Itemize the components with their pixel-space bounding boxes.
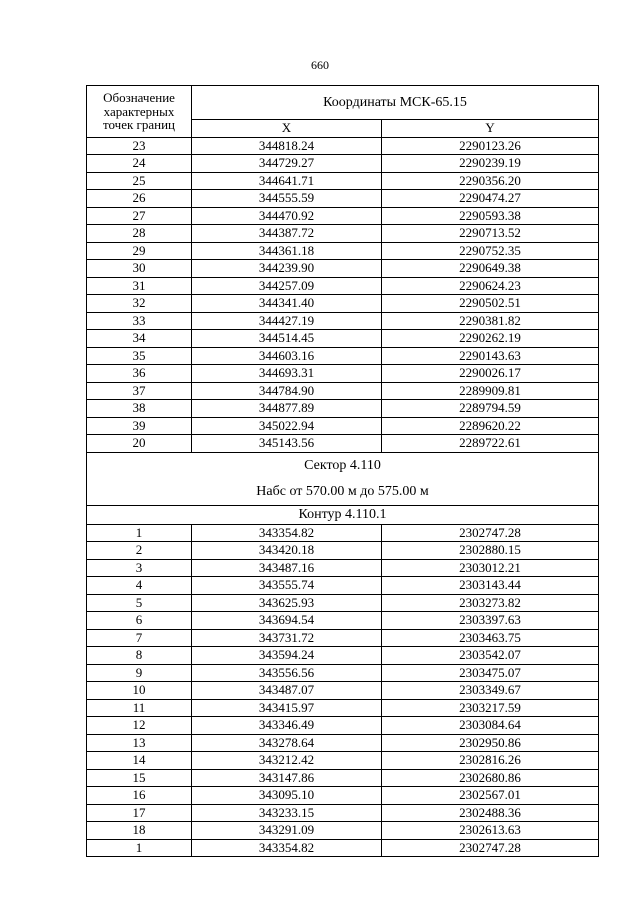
x-coordinate-cell: 343556.56 xyxy=(192,664,382,682)
point-id-cell: 20 xyxy=(87,435,192,453)
point-id-cell: 17 xyxy=(87,804,192,822)
x-coordinate-cell: 344877.89 xyxy=(192,400,382,418)
table-row xyxy=(87,417,599,435)
x-coordinate-cell: 343233.15 xyxy=(192,804,382,822)
point-id-cell: 3 xyxy=(87,559,192,577)
y-coordinate-cell: 2303273.82 xyxy=(382,594,599,612)
point-label-header: Обозначение характерных точек границ xyxy=(87,86,192,138)
point-id-cell: 26 xyxy=(87,190,192,208)
table-row xyxy=(87,822,599,840)
y-coordinate-cell: 2290239.19 xyxy=(382,155,599,173)
table-row xyxy=(87,242,599,260)
table-row xyxy=(87,769,599,787)
point-id-cell: 1 xyxy=(87,524,192,542)
table-row xyxy=(87,787,599,805)
table-row xyxy=(87,804,599,822)
table-row xyxy=(87,542,599,560)
table-row xyxy=(87,207,599,225)
point-id-cell: 4 xyxy=(87,577,192,595)
y-coordinate-cell: 2303217.59 xyxy=(382,699,599,717)
y-coordinate-cell: 2290143.63 xyxy=(382,347,599,365)
point-id-cell: 33 xyxy=(87,312,192,330)
point-id-cell: 35 xyxy=(87,347,192,365)
y-coordinate-cell: 2302950.86 xyxy=(382,734,599,752)
table-row xyxy=(87,312,599,330)
point-id-cell: 32 xyxy=(87,295,192,313)
point-id-cell: 34 xyxy=(87,330,192,348)
y-coordinate-cell: 2302613.63 xyxy=(382,822,599,840)
point-id-cell: 9 xyxy=(87,664,192,682)
x-coordinate-cell: 343420.18 xyxy=(192,542,382,560)
point-id-cell: 39 xyxy=(87,417,192,435)
x-coordinate-cell: 345143.56 xyxy=(192,435,382,453)
y-coordinate-cell: 2290123.26 xyxy=(382,137,599,155)
y-coordinate-cell: 2303012.21 xyxy=(382,559,599,577)
y-coordinate-cell: 2290356.20 xyxy=(382,172,599,190)
point-id-cell: 6 xyxy=(87,612,192,630)
point-id-cell: 24 xyxy=(87,155,192,173)
y-coordinate-cell: 2303542.07 xyxy=(382,647,599,665)
x-coordinate-cell: 343212.42 xyxy=(192,752,382,770)
table-row xyxy=(87,664,599,682)
table-row xyxy=(87,172,599,190)
y-coordinate-cell: 2289909.81 xyxy=(382,382,599,400)
x-coordinate-cell: 343625.93 xyxy=(192,594,382,612)
x-coordinate-cell: 344514.45 xyxy=(192,330,382,348)
point-id-cell: 12 xyxy=(87,717,192,735)
x-coordinate-cell: 343415.97 xyxy=(192,699,382,717)
x-coordinate-cell: 343487.16 xyxy=(192,559,382,577)
x-coordinate-cell: 344603.16 xyxy=(192,347,382,365)
x-coordinate-cell: 343354.82 xyxy=(192,839,382,857)
table-row xyxy=(87,577,599,595)
x-coordinate-cell: 344239.90 xyxy=(192,260,382,278)
y-coordinate-cell: 2303463.75 xyxy=(382,629,599,647)
table-row xyxy=(87,752,599,770)
point-id-cell: 38 xyxy=(87,400,192,418)
col-x-header: X xyxy=(192,120,382,138)
coordinates-table xyxy=(86,85,599,857)
table-row xyxy=(87,524,599,542)
y-coordinate-cell: 2302747.28 xyxy=(382,839,599,857)
x-coordinate-cell: 343487.07 xyxy=(192,682,382,700)
contour-title: Контур 4.110.1 xyxy=(87,505,599,524)
x-coordinate-cell: 343147.86 xyxy=(192,769,382,787)
x-coordinate-cell: 343594.24 xyxy=(192,647,382,665)
point-id-cell: 1 xyxy=(87,839,192,857)
y-coordinate-cell: 2290026.17 xyxy=(382,365,599,383)
point-id-cell: 28 xyxy=(87,225,192,243)
y-coordinate-cell: 2289794.59 xyxy=(382,400,599,418)
y-coordinate-cell: 2303397.63 xyxy=(382,612,599,630)
y-coordinate-cell: 2289722.61 xyxy=(382,435,599,453)
y-coordinate-cell: 2290593.38 xyxy=(382,207,599,225)
x-coordinate-cell: 343095.10 xyxy=(192,787,382,805)
point-id-cell: 30 xyxy=(87,260,192,278)
table-row xyxy=(87,699,599,717)
y-coordinate-cell: 2290474.27 xyxy=(382,190,599,208)
point-id-cell: 10 xyxy=(87,682,192,700)
y-coordinate-cell: 2290624.23 xyxy=(382,277,599,295)
point-id-cell: 29 xyxy=(87,242,192,260)
x-coordinate-cell: 344641.71 xyxy=(192,172,382,190)
x-coordinate-cell: 344427.19 xyxy=(192,312,382,330)
table-row xyxy=(87,612,599,630)
x-coordinate-cell: 343694.54 xyxy=(192,612,382,630)
y-coordinate-cell: 2303349.67 xyxy=(382,682,599,700)
y-coordinate-cell: 2290262.19 xyxy=(382,330,599,348)
table-row xyxy=(87,400,599,418)
sector-title: Сектор 4.110 xyxy=(304,457,381,473)
y-coordinate-cell: 2302680.86 xyxy=(382,769,599,787)
x-coordinate-cell: 344361.18 xyxy=(192,242,382,260)
point-id-cell: 5 xyxy=(87,594,192,612)
table-row xyxy=(87,365,599,383)
point-id-cell: 31 xyxy=(87,277,192,295)
y-coordinate-cell: 2289620.22 xyxy=(382,417,599,435)
sector-height-range: Набс от 570.00 м до 575.00 м xyxy=(256,483,429,499)
x-coordinate-cell: 344729.27 xyxy=(192,155,382,173)
x-coordinate-cell: 344470.92 xyxy=(192,207,382,225)
table-row xyxy=(87,734,599,752)
table-row xyxy=(87,435,599,453)
point-id-cell: 14 xyxy=(87,752,192,770)
table-row xyxy=(87,155,599,173)
point-id-cell: 23 xyxy=(87,137,192,155)
x-coordinate-cell: 345022.94 xyxy=(192,417,382,435)
x-coordinate-cell: 344693.31 xyxy=(192,365,382,383)
header-row xyxy=(87,86,599,120)
point-id-cell: 25 xyxy=(87,172,192,190)
point-id-cell: 36 xyxy=(87,365,192,383)
y-coordinate-cell: 2303084.64 xyxy=(382,717,599,735)
col-y-header: Y xyxy=(382,120,599,138)
x-coordinate-cell: 344257.09 xyxy=(192,277,382,295)
y-coordinate-cell: 2290381.82 xyxy=(382,312,599,330)
table-row xyxy=(87,190,599,208)
point-id-cell: 13 xyxy=(87,734,192,752)
point-id-cell: 7 xyxy=(87,629,192,647)
point-id-cell: 27 xyxy=(87,207,192,225)
table-row xyxy=(87,225,599,243)
point-id-cell: 15 xyxy=(87,769,192,787)
y-coordinate-cell: 2290649.38 xyxy=(382,260,599,278)
point-id-cell: 37 xyxy=(87,382,192,400)
point-id-cell: 18 xyxy=(87,822,192,840)
table-row xyxy=(87,330,599,348)
point-id-cell: 2 xyxy=(87,542,192,560)
y-coordinate-cell: 2303475.07 xyxy=(382,664,599,682)
table-row xyxy=(87,382,599,400)
y-coordinate-cell: 2302816.26 xyxy=(382,752,599,770)
y-coordinate-cell: 2302567.01 xyxy=(382,787,599,805)
y-coordinate-cell: 2302880.15 xyxy=(382,542,599,560)
table-row xyxy=(87,260,599,278)
point-id-cell: 16 xyxy=(87,787,192,805)
y-coordinate-cell: 2302747.28 xyxy=(382,524,599,542)
table-row xyxy=(87,647,599,665)
table-row xyxy=(87,295,599,313)
sector-cell xyxy=(87,452,599,505)
table-row xyxy=(87,347,599,365)
contour-row xyxy=(87,505,599,524)
page-number: 660 xyxy=(311,58,329,72)
x-coordinate-cell: 344341.40 xyxy=(192,295,382,313)
y-coordinate-cell: 2290713.52 xyxy=(382,225,599,243)
table-row xyxy=(87,629,599,647)
x-coordinate-cell: 344387.72 xyxy=(192,225,382,243)
coordinates-sheet xyxy=(86,85,598,857)
y-coordinate-cell: 2303143.44 xyxy=(382,577,599,595)
table-row xyxy=(87,717,599,735)
table-row xyxy=(87,137,599,155)
sector-row xyxy=(87,452,599,505)
coords-title: Координаты МСК-65.15 xyxy=(192,86,599,120)
x-coordinate-cell: 343278.64 xyxy=(192,734,382,752)
table-row xyxy=(87,594,599,612)
x-coordinate-cell: 344555.59 xyxy=(192,190,382,208)
table-row xyxy=(87,559,599,577)
y-coordinate-cell: 2290502.51 xyxy=(382,295,599,313)
point-id-cell: 11 xyxy=(87,699,192,717)
table-row xyxy=(87,839,599,857)
x-coordinate-cell: 344784.90 xyxy=(192,382,382,400)
y-coordinate-cell: 2302488.36 xyxy=(382,804,599,822)
y-coordinate-cell: 2290752.35 xyxy=(382,242,599,260)
x-coordinate-cell: 343346.49 xyxy=(192,717,382,735)
x-coordinate-cell: 343731.72 xyxy=(192,629,382,647)
x-coordinate-cell: 343555.74 xyxy=(192,577,382,595)
x-coordinate-cell: 344818.24 xyxy=(192,137,382,155)
x-coordinate-cell: 343354.82 xyxy=(192,524,382,542)
point-id-cell: 8 xyxy=(87,647,192,665)
table-row xyxy=(87,277,599,295)
table-row xyxy=(87,682,599,700)
x-coordinate-cell: 343291.09 xyxy=(192,822,382,840)
